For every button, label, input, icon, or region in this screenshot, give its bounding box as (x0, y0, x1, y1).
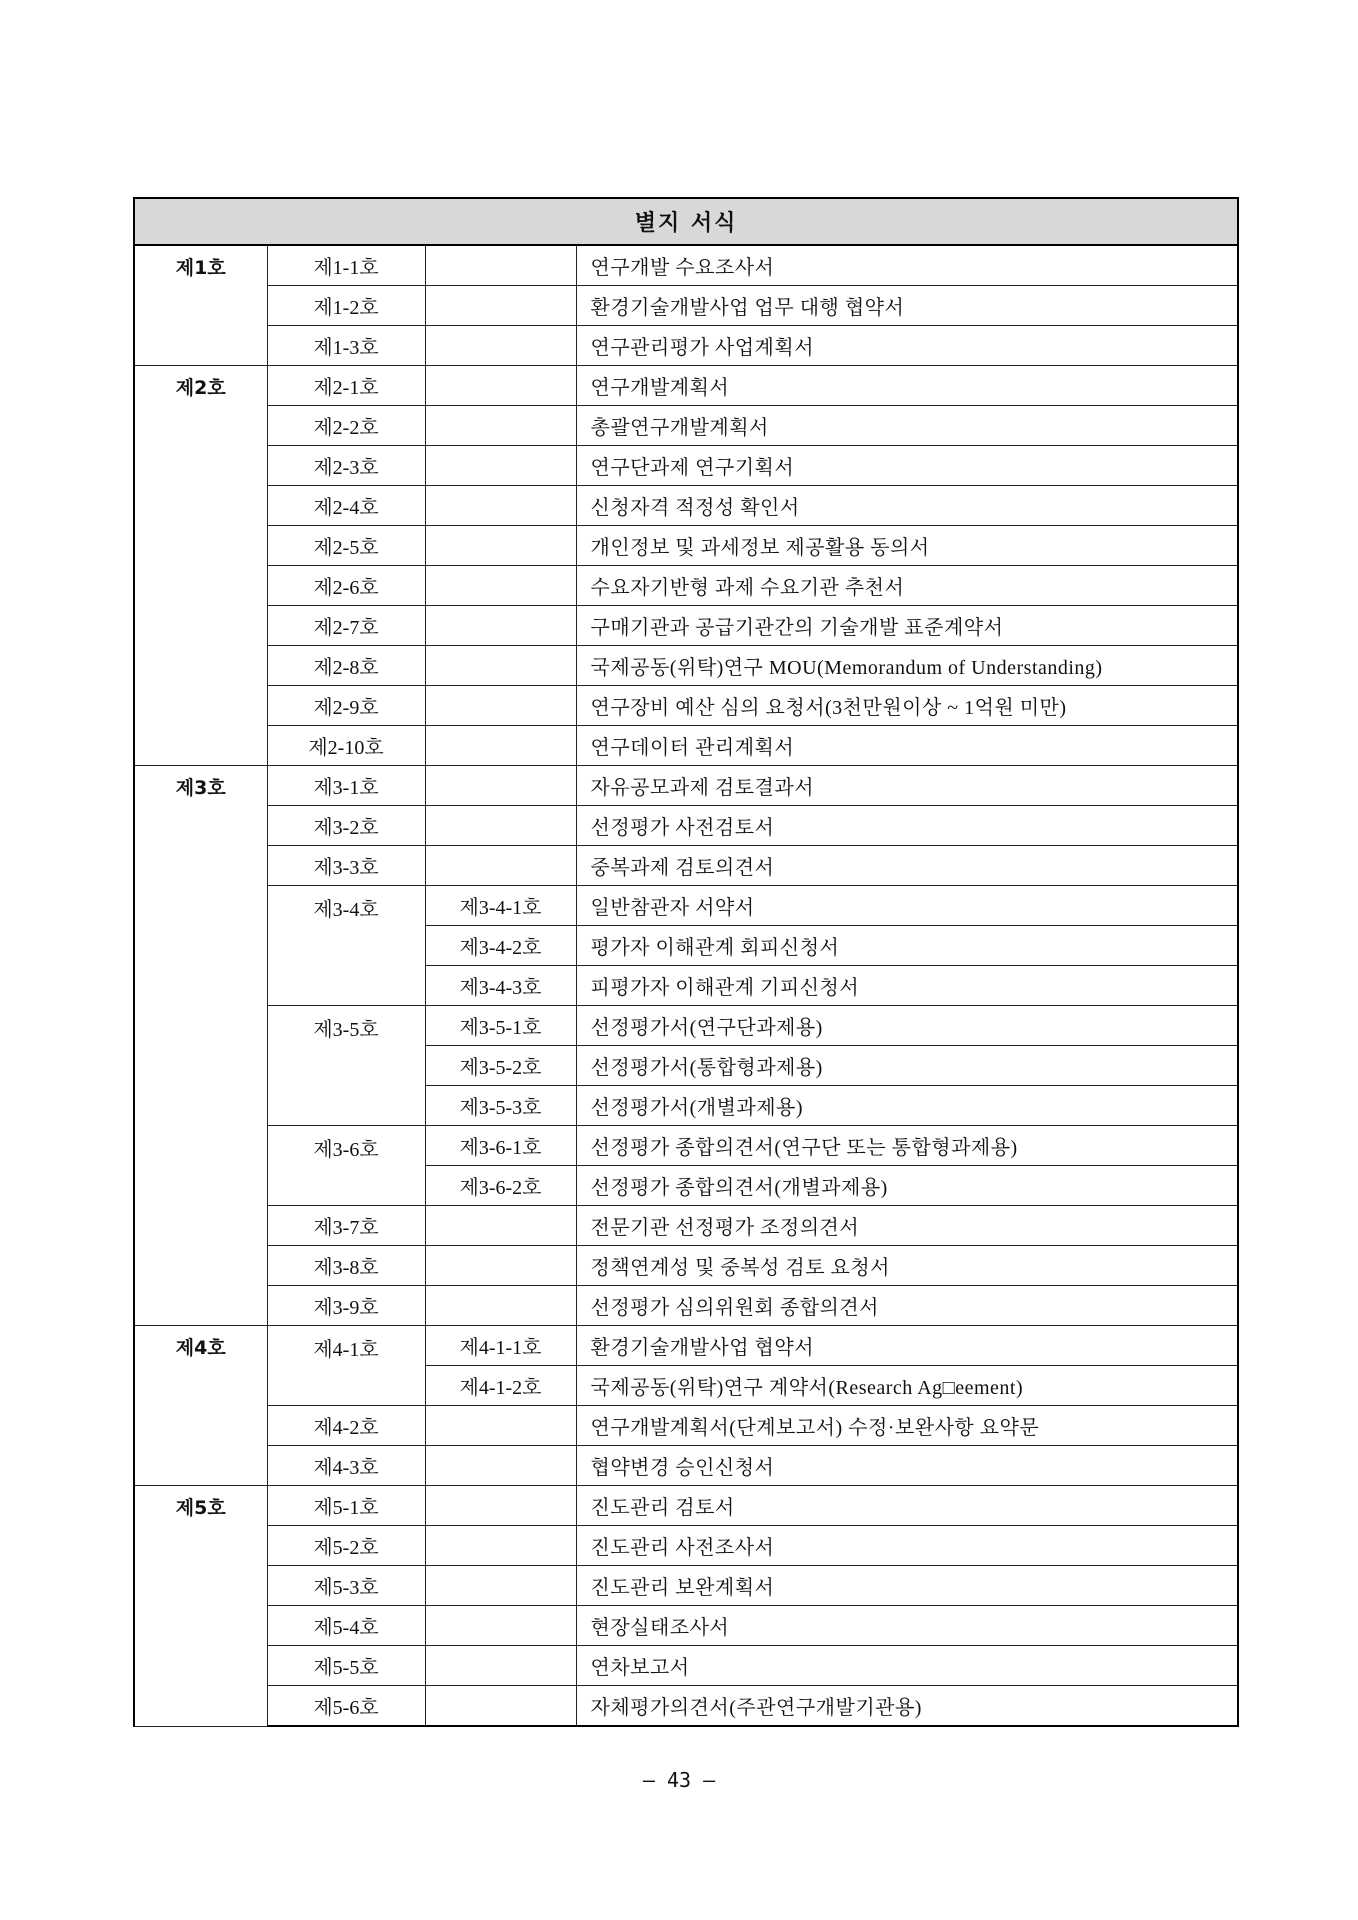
form-sub-number: 제4-1-2호 (425, 1366, 576, 1406)
form-name: 연구개발계획서 (576, 366, 1238, 406)
form-name: 진도관리 검토서 (576, 1486, 1238, 1526)
table-row (134, 686, 1238, 726)
table-header-row (134, 198, 1238, 245)
form-group-label: 제2호 (134, 366, 267, 766)
form-name: 개인정보 및 과세정보 제공활용 동의서 (576, 526, 1238, 566)
form-name: 선정평가 종합의견서(개별과제용) (576, 1166, 1238, 1206)
form-sub-number: 제3-4-3호 (425, 966, 576, 1006)
form-number: 제3-4호 (267, 886, 425, 1006)
form-number: 제4-1호 (267, 1326, 425, 1406)
form-sub-number (425, 245, 576, 286)
form-sub-number: 제3-5-2호 (425, 1046, 576, 1086)
form-number: 제2-9호 (267, 686, 425, 726)
form-name: 일반참관자 서약서 (576, 886, 1238, 926)
table-row (134, 1526, 1238, 1566)
table-row (134, 1606, 1238, 1646)
form-name: 선정평가 사전검토서 (576, 806, 1238, 846)
form-number: 제3-5호 (267, 1006, 425, 1126)
table-row (134, 286, 1238, 326)
form-number: 제5-4호 (267, 1606, 425, 1646)
form-sub-number: 제4-1-1호 (425, 1326, 576, 1366)
form-number: 제3-9호 (267, 1286, 425, 1326)
form-sub-number (425, 726, 576, 766)
form-sub-number (425, 326, 576, 366)
form-number: 제5-3호 (267, 1566, 425, 1606)
table-row (134, 1126, 1238, 1166)
form-name: 자유공모과제 검토결과서 (576, 766, 1238, 806)
form-name: 환경기술개발사업 협약서 (576, 1326, 1238, 1366)
form-sub-number (425, 486, 576, 526)
form-sub-number (425, 846, 576, 886)
form-name: 국제공동(위탁)연구 MOU(Memorandum of Understanding) (576, 646, 1238, 686)
form-name: 중복과제 검토의견서 (576, 846, 1238, 886)
form-sub-number (425, 1606, 576, 1646)
form-number: 제3-3호 (267, 846, 425, 886)
form-number: 제2-4호 (267, 486, 425, 526)
form-sub-number (425, 1486, 576, 1526)
form-group-label: 제5호 (134, 1486, 267, 1727)
table-title: 별지 서식 (134, 198, 1238, 245)
form-name: 협약변경 승인신청서 (576, 1446, 1238, 1486)
form-number: 제3-2호 (267, 806, 425, 846)
form-name: 선정평가서(연구단과제용) (576, 1006, 1238, 1046)
table-row (134, 366, 1238, 406)
form-number: 제4-2호 (267, 1406, 425, 1446)
form-number: 제2-5호 (267, 526, 425, 566)
table-row (134, 1486, 1238, 1526)
form-sub-number: 제3-4-1호 (425, 886, 576, 926)
form-name: 진도관리 보완계획서 (576, 1566, 1238, 1606)
table-row (134, 245, 1238, 286)
forms-appendix-table (133, 197, 1239, 1727)
form-number: 제3-1호 (267, 766, 425, 806)
table-row (134, 886, 1238, 926)
form-sub-number (425, 1566, 576, 1606)
form-sub-number (425, 1246, 576, 1286)
form-name: 선정평가서(개별과제용) (576, 1086, 1238, 1126)
form-sub-number (425, 1686, 576, 1727)
form-sub-number (425, 646, 576, 686)
form-sub-number (425, 366, 576, 406)
form-name: 연구데이터 관리계획서 (576, 726, 1238, 766)
form-number: 제5-2호 (267, 1526, 425, 1566)
form-name: 정책연계성 및 중복성 검토 요청서 (576, 1246, 1238, 1286)
form-name: 자체평가의견서(주관연구개발기관용) (576, 1686, 1238, 1727)
form-name: 환경기술개발사업 업무 대행 협약서 (576, 286, 1238, 326)
form-number: 제3-6호 (267, 1126, 425, 1206)
form-sub-number (425, 766, 576, 806)
form-name: 전문기관 선정평가 조정의견서 (576, 1206, 1238, 1246)
form-name: 현장실태조사서 (576, 1606, 1238, 1646)
form-sub-number (425, 806, 576, 846)
form-sub-number (425, 406, 576, 446)
form-name: 국제공동(위탁)연구 계약서(Research Ag□eement) (576, 1366, 1238, 1406)
table-body (134, 245, 1238, 1726)
form-sub-number: 제3-6-2호 (425, 1166, 576, 1206)
form-number: 제2-10호 (267, 726, 425, 766)
form-sub-number: 제3-5-1호 (425, 1006, 576, 1046)
table-row (134, 406, 1238, 446)
form-name: 연구개발 수요조사서 (576, 245, 1238, 286)
table-row (134, 566, 1238, 606)
table-row (134, 526, 1238, 566)
form-number: 제5-6호 (267, 1686, 425, 1727)
form-sub-number (425, 1446, 576, 1486)
table-row (134, 446, 1238, 486)
form-name: 연차보고서 (576, 1646, 1238, 1686)
form-sub-number (425, 1526, 576, 1566)
form-name: 신청자격 적정성 확인서 (576, 486, 1238, 526)
form-name: 선정평가 종합의견서(연구단 또는 통합형과제용) (576, 1126, 1238, 1166)
form-sub-number (425, 606, 576, 646)
form-sub-number (425, 1406, 576, 1446)
form-sub-number (425, 1206, 576, 1246)
table-row (134, 606, 1238, 646)
form-number: 제1-3호 (267, 326, 425, 366)
table-row (134, 1566, 1238, 1606)
form-name: 연구단과제 연구기획서 (576, 446, 1238, 486)
form-name: 선정평가 심의위원회 종합의견서 (576, 1286, 1238, 1326)
form-group-label: 제4호 (134, 1326, 267, 1486)
table-row (134, 486, 1238, 526)
form-name: 진도관리 사전조사서 (576, 1526, 1238, 1566)
table-row (134, 1286, 1238, 1326)
form-number: 제5-5호 (267, 1646, 425, 1686)
form-sub-number (425, 1286, 576, 1326)
table-row (134, 766, 1238, 806)
table-row (134, 1206, 1238, 1246)
form-number: 제2-6호 (267, 566, 425, 606)
page-number: – 43 – (642, 1768, 716, 1792)
form-name: 평가자 이해관계 회피신청서 (576, 926, 1238, 966)
form-number: 제1-2호 (267, 286, 425, 326)
form-name: 피평가자 이해관계 기피신청서 (576, 966, 1238, 1006)
form-name: 구매기관과 공급기관간의 기술개발 표준계약서 (576, 606, 1238, 646)
form-number: 제5-1호 (267, 1486, 425, 1526)
form-sub-number (425, 566, 576, 606)
table-row (134, 1246, 1238, 1286)
form-number: 제2-3호 (267, 446, 425, 486)
form-number: 제2-8호 (267, 646, 425, 686)
table-row (134, 1646, 1238, 1686)
form-name: 선정평가서(통합형과제용) (576, 1046, 1238, 1086)
table-row (134, 646, 1238, 686)
form-number: 제2-7호 (267, 606, 425, 646)
form-sub-number (425, 686, 576, 726)
table-row (134, 726, 1238, 766)
table-row (134, 1686, 1238, 1727)
form-name: 총괄연구개발계획서 (576, 406, 1238, 446)
form-number: 제1-1호 (267, 245, 425, 286)
form-sub-number (425, 526, 576, 566)
table-row (134, 1006, 1238, 1046)
table-row (134, 806, 1238, 846)
table-row (134, 1326, 1238, 1366)
form-sub-number: 제3-6-1호 (425, 1126, 576, 1166)
form-name: 연구관리평가 사업계획서 (576, 326, 1238, 366)
table-row (134, 326, 1238, 366)
form-group-label: 제1호 (134, 245, 267, 366)
table-row (134, 1446, 1238, 1486)
form-sub-number: 제3-4-2호 (425, 926, 576, 966)
form-name: 연구장비 예산 심의 요청서(3천만원이상 ~ 1억원 미만) (576, 686, 1238, 726)
form-number: 제2-2호 (267, 406, 425, 446)
form-sub-number: 제3-5-3호 (425, 1086, 576, 1126)
form-sub-number (425, 446, 576, 486)
form-group-label: 제3호 (134, 766, 267, 1326)
form-sub-number (425, 1646, 576, 1686)
table-row (134, 1406, 1238, 1446)
form-number: 제4-3호 (267, 1446, 425, 1486)
form-number: 제3-8호 (267, 1246, 425, 1286)
form-name: 수요자기반형 과제 수요기관 추천서 (576, 566, 1238, 606)
form-sub-number (425, 286, 576, 326)
form-number: 제3-7호 (267, 1206, 425, 1246)
table-row (134, 846, 1238, 886)
form-name: 연구개발계획서(단계보고서) 수정·보완사항 요약문 (576, 1406, 1238, 1446)
form-number: 제2-1호 (267, 366, 425, 406)
